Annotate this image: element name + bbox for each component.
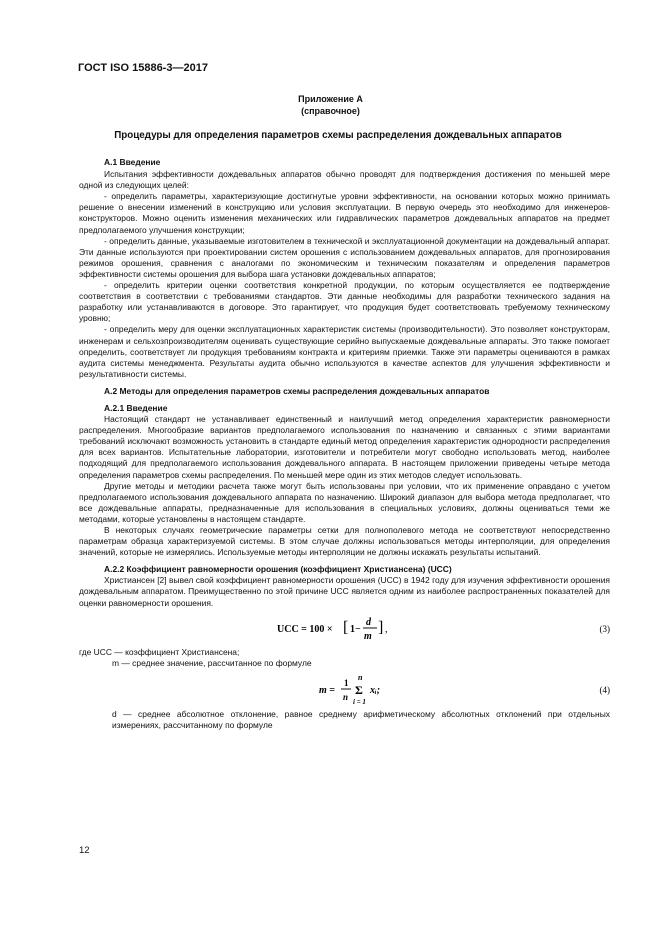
formula-4-frac-num: 1 [344, 677, 349, 688]
formula-3-comma: , [385, 623, 388, 635]
paragraph: Испытания эффективности дождевальных аппаратов обычно проводят для подтверждения достижения по меньшей мере одной из следующих целей: [79, 169, 610, 191]
list-item: - определить данные, указываемые изготовителем в технической и эксплуатационной документации на дождевальный аппарат. Эти данные используются при проектировании систем орошения с использованием дождевальных аппаратов, для прогнозирования режимов орошения, сравнения с аналогами по экономическим и техническим показателям и определения параметров эффективности системы орошения для выбора шага установки дождевальных аппаратов; [79, 235, 610, 279]
formula-4-frac-den: n [343, 691, 349, 702]
formula-4-lhs: m = [319, 684, 335, 696]
formula-4-sum-bottom: i = 1 [353, 697, 366, 706]
formula-3-lhs: UCC = 100 × [277, 623, 333, 635]
standard-code-header: ГОСТ ISO 15886-3—2017 [78, 62, 208, 74]
formula-3-graphic [79, 609, 610, 647]
sum-symbol: Σ [355, 682, 363, 697]
formula-3-num: d [366, 616, 371, 628]
formula-3-one: 1− [350, 623, 361, 635]
formula-4-sum-top: n [358, 672, 363, 682]
paragraph: Настоящий стандарт не устанавливает единственный и наилучший метод определения характеристик равномерности распределения. Многообразие вариантов предполагаемого использования по назначению и связанных с этими вариантами требований исключают возможность установить в стандарте единый метод определения характеристик однородности распределения для всех вариантов. Испытательные лаборатории, изготовители и потребители могут свободно использовать метод, наиболее подходящий для предполагаемого использования дождевального аппарата. В настоящем приложении приведены четыре метода определения параметров схемы распределения. По меньшей мере один из этих методов следует использовать. [79, 414, 610, 480]
list-item: - определить параметры, характеризующие достигнутые уровни эффективности, на основании которых можно принимать решение о внесении изменений в конструкцию или условия эксплуатации. В первую очередь это необходимо для инженеров-конструкторов. Можно оценить изменения механических или гидравлических параметров дождевальных аппаратов на предмет предполагаемого улучшения конструкции; [79, 191, 610, 235]
where-m: m — среднее значение, рассчитанное по формуле [112, 657, 312, 668]
section-a21-heading: А.2.1 Введение [104, 402, 168, 413]
appendix-title: Приложение А [298, 94, 363, 104]
list-item: - определить критерии оценки соответствия конкретной продукции, по которым осуществляется ее подтверждение соответствия в соответствии с требованиями стандартов. Эти данные необходимы для разработки технического задания на разработку или устанавливаются в договоре. Это гарантирует, что продукция будет соответствовать требуемому техническому уровню; [79, 280, 610, 324]
section-a1-heading: А.1 Введение [104, 157, 161, 167]
appendix-subtitle: (справочное) [301, 106, 360, 116]
where-ucc: где UCC — коэффициент Христиансена; [79, 646, 240, 657]
paragraph: В некоторых случаях геометрические параметры сетки для полнополевого метода не соответствуют непосредственно параметрам образца характеризуемой системы. В этом случае должны использоваться методы интерполяции, для определения значений, которые не измерялись. Используемые методы интерполяции не должны искажать результаты испытаний. [79, 525, 610, 558]
list-item: - определить меру для оценки эксплуатационных характеристик системы (производительности). Это позволяет конструкторам, инженерам и сельхозпроизводителям оценивать существующие серийно выпускаемые дождевальные аппараты. Это также помогает определить, соответствует ли продукция требованиям контракта и критериям приемки. Также эти параметры оцениваются в рамках аудита системы менеджмента. Результаты аудита обычно используются в качестве аспектов для улучшения эффективности и результативности системы. [79, 324, 610, 379]
bracket-right: ] [378, 618, 384, 636]
formula-4-number: (4) [599, 684, 610, 695]
document-body [79, 152, 610, 731]
section-a2-heading: А.2 Методы для определения параметров схемы распределения дождевальных аппаратов [104, 385, 490, 396]
formula-3 [79, 609, 610, 647]
page-number: 12 [79, 845, 90, 856]
main-title: Процедуры для определения параметров схемы распределения дождевальных аппаратов [114, 130, 562, 141]
formula-3-den: m [364, 630, 372, 642]
paragraph: Христиансен [2] вывел свой коэффициент равномерности орошения (UCC) в 1942 году для изучения эффективности орошения дождевальным аппаратом. Преимущественно по этой причине UCC является одним из наиболее распространенных показателей для оценки равномерности орошения. [79, 575, 610, 608]
paragraph: Другие методы и методики расчета также могут быть использованы при условии, что их применение оправдано с учетом предполагаемого использования дождевального аппарата по назначению. Широкий диапазон для выбора метода предполагает, что все дождевальные аппараты, предназначенные для использования в специальных условиях, должны оцениваться теми же методами, которые установлены в настоящем стандарте. [79, 480, 610, 524]
where-d: d — среднее абсолютное отклонение, равное среднему арифметическому абсолютных отклонений при отдельных измерениях, рассчитанному по формуле [112, 708, 610, 730]
bracket-left: [ [343, 618, 349, 636]
formula-4-graphic [79, 669, 610, 709]
formula-4-term: xᵢ; [370, 684, 381, 696]
formula-4 [79, 669, 610, 709]
section-a22-heading: А.2.2 Коэффициент равномерности орошения (коэффициент Христиансена) (UCC) [104, 564, 452, 575]
formula-3-number: (3) [599, 623, 610, 634]
